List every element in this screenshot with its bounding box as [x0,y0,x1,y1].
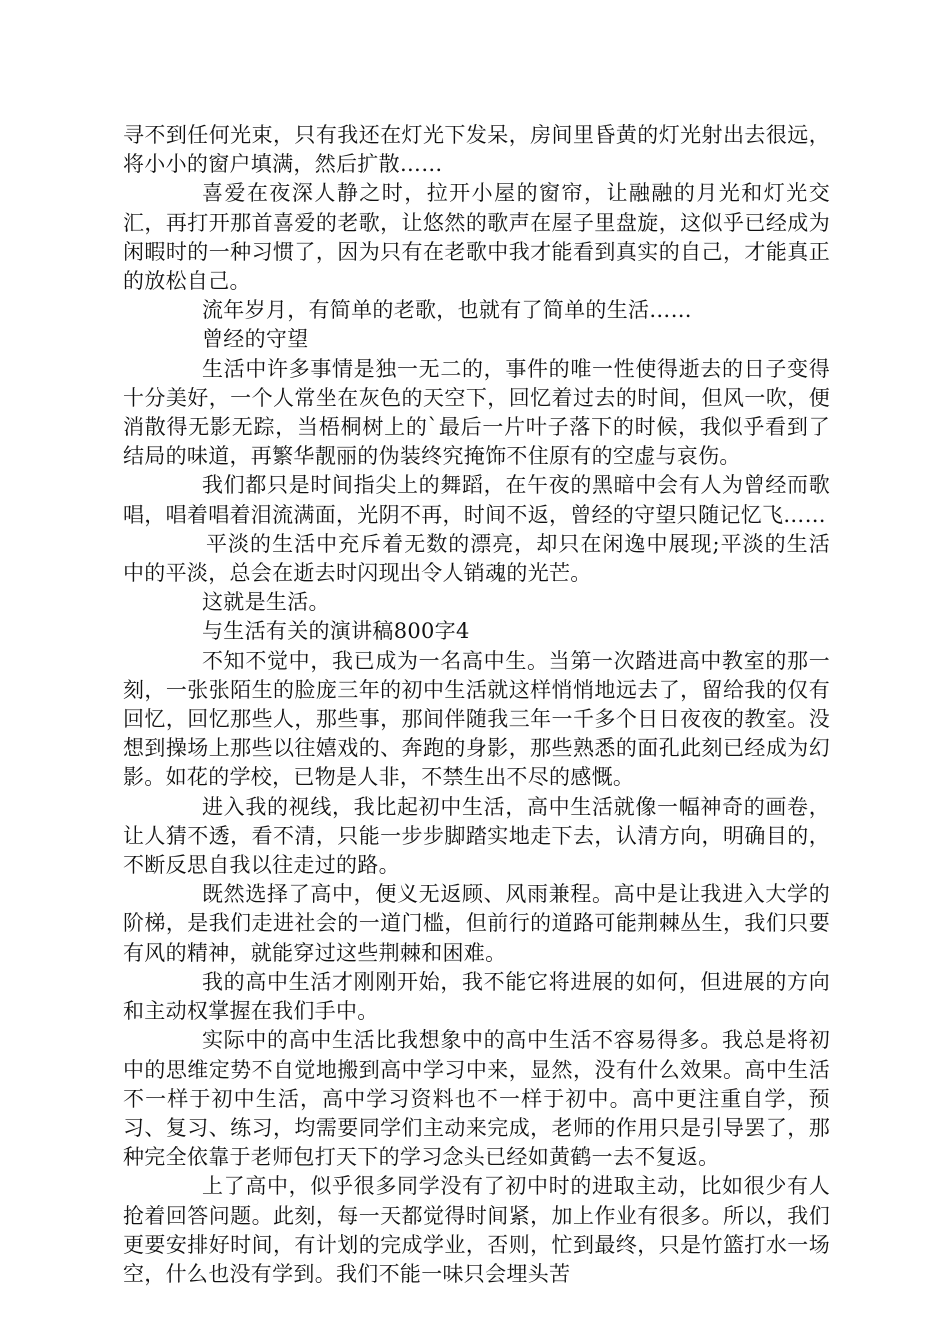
paragraph-10: 不知不觉中，我已成为一名高中生。当第一次踏进高中教室的那一刻，一张张陌生的脸庞三年的初中生活就这样悄悄地远去了，留给我的仅有回忆，回忆那些人，那些事，那间伴随我三年一千多个日日夜夜的教室。没想到操场上那些以往嬉戏的、奔跑的身影，那些熟悉的面孔此刻已经成为幻影。如花的学校，已物是人非，不禁生出不尽的感慨。 [123,648,830,790]
paragraph-14: 实际中的高中生活比我想象中的高中生活不容易得多。我总是将初中的思维定势不自觉地搬到高中学习中来，显然，没有什么效果。高中生活不一样于初中生活，高中学习资料也不一样于初中。高中更注重自学，预习、复习、练习，均需要同学们主动来完成，老师的作用只是引导罢了，那种完全依靠于老师包打天下的学习念头已经如黄鹤一去不复返。 [123,1028,830,1170]
paragraph-5: 生活中许多事情是独一无二的，事件的唯一性使得逝去的日子变得十分美好，一个人常坐在灰色的天空下，回忆着过去的时间，但风一吹，便消散得无影无踪，当梧桐树上的`最后一片叶子落下的时候，我似乎看到了结局的味道，再繁华靓丽的伪装终究掩饰不住原有的空虚与哀伤。 [123,356,830,469]
paragraph-7: 平淡的生活中充斥着无数的漂亮，却只在闲逸中展现;平淡的生活中的平淡，总会在逝去时闪现出令人销魂的光芒。 [123,531,830,586]
section-heading-speech-4: 与生活有关的演讲稿800字4 [202,619,470,644]
paragraph-3: 流年岁月，有简单的老歌，也就有了简单的生活…… [202,298,692,323]
paragraph-6: 我们都只是时间指尖上的舞蹈，在午夜的黑暗中会有人为曾经而歌唱，唱着唱着泪流满面，光阴不再，时间不返，曾经的守望只随记忆飞…… [123,473,830,527]
paragraph-15: 上了高中，似乎很多同学没有了初中时的进取主动，比如很少有人抢着回答问题。此刻，每一天都觉得时间紧，加上作业有很多。所以，我们更要安排好时间，有计划的完成学业，否则，忙到最终，只是竹篮打水一场空，什么也没有学到。我们不能一味只会埋头苦 [123,1174,830,1286]
paragraph-8: 这就是生活。 [202,590,330,615]
section-heading-shouwang: 曾经的守望 [202,327,309,352]
document-page [123,121,830,1289]
paragraph-11: 进入我的视线，我比起初中生活，高中生活就像一幅神奇的画卷，让人猜不透，看不清，只能一步步脚踏实地走下去，认清方向，明确目的，不断反思自我以往走过的路。 [123,794,830,878]
paragraph-12: 既然选择了高中，便义无返顾、风雨兼程。高中是让我进入大学的阶梯，是我们走进社会的一道门槛，但前行的道路可能荆棘丛生，我们只要有风的精神，就能穿过这些荆棘和困难。 [123,882,830,965]
paragraph-1: 寻不到任何光束，只有我还在灯光下发呆，房间里昏黄的灯光射出去很远，将小小的窗户填满，然后扩散…… [123,123,830,177]
paragraph-2: 喜爱在夜深人静之时，拉开小屋的窗帘，让融融的月光和灯光交汇，再打开那首喜爱的老歌，让悠然的歌声在屋子里盘旋，这似乎已经成为闲暇时的一种习惯了，因为只有在老歌中我才能看到真实的自己，才能真正的放松自己。 [123,181,830,294]
paragraph-13: 我的高中生活才刚刚开始，我不能它将进展的如何，但进展的方向和主动权掌握在我们手中。 [123,969,830,1024]
